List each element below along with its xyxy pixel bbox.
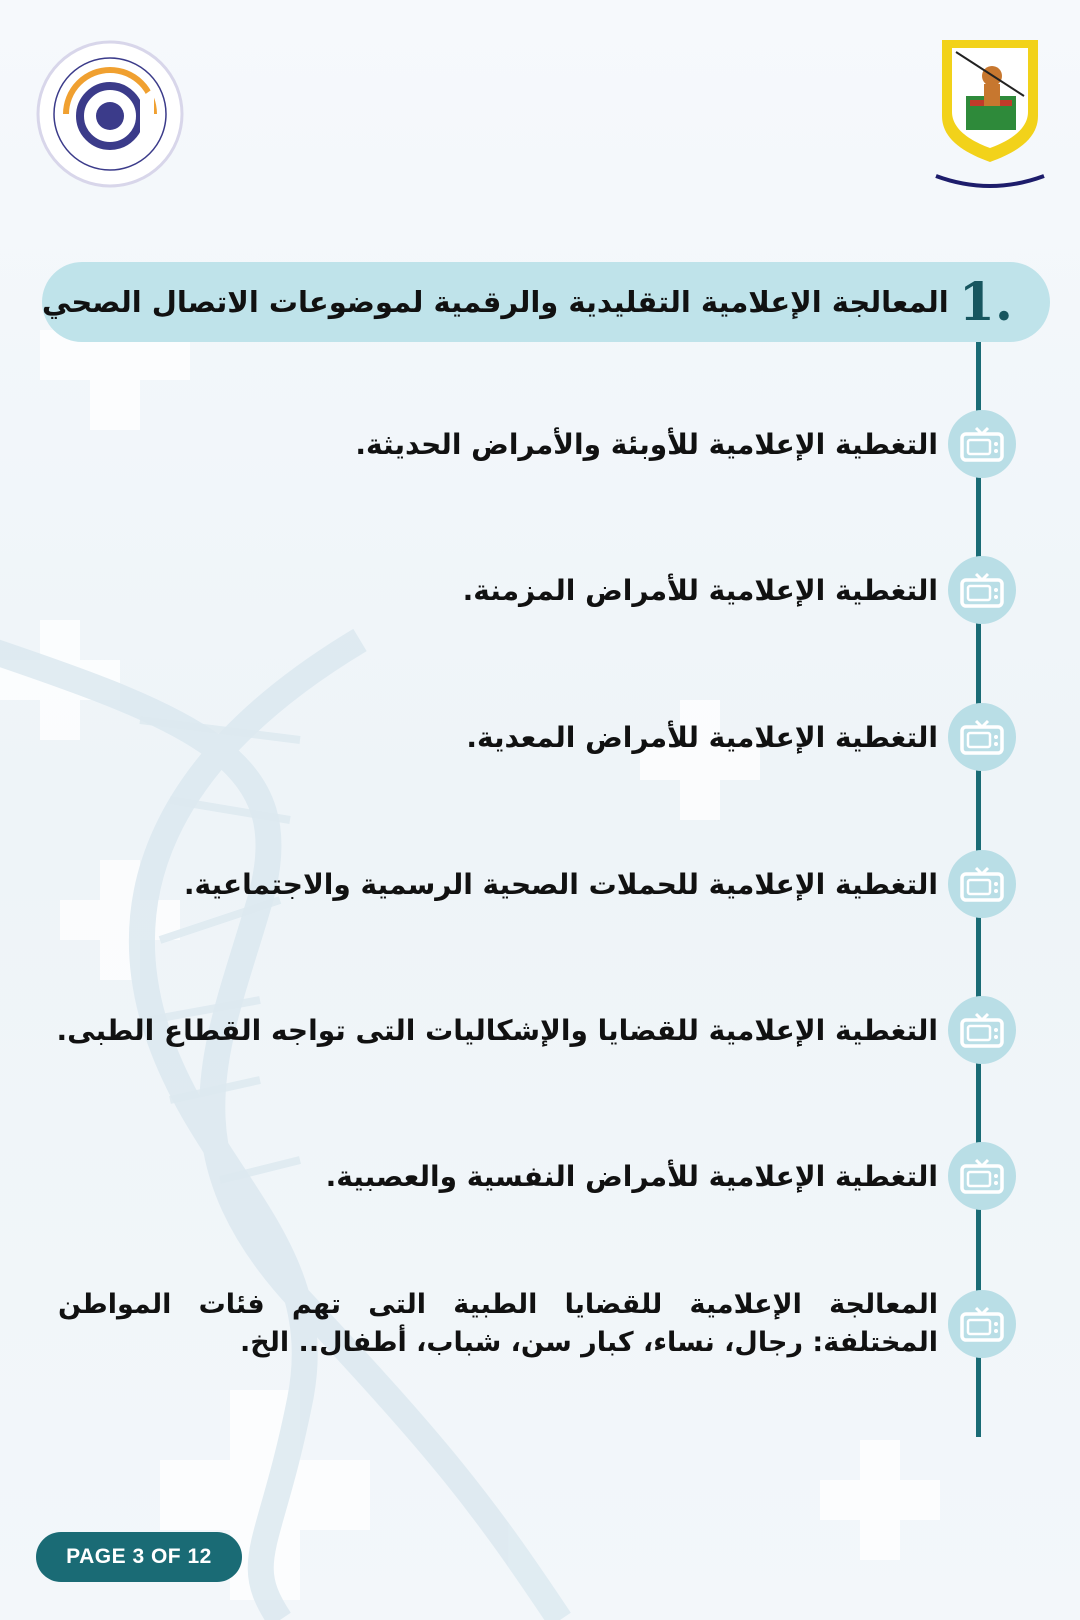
list-item [40,1284,1080,1364]
list-item-text: التغطية الإعلامية للأمراض المعدية. [466,720,938,754]
section-number: 1. [958,271,1013,333]
tv-icon [948,410,1016,478]
tv-icon [948,703,1016,771]
university-logo [930,36,1050,196]
list-item [40,404,1080,484]
list-item [40,697,1080,777]
list-item-text: التغطية الإعلامية للأوبئة والأمراض الحديثة. [355,427,938,461]
list-item-text: التغطية الإعلامية للحملات الصحية الرسمية والاجتماعية. [183,867,938,901]
faculty-logo [36,40,184,188]
list-item-text: التغطية الإعلامية للأمراض النفسية والعصبية. [325,1159,938,1193]
tv-icon [948,1142,1016,1210]
tv-icon [948,556,1016,624]
list-item-text: التغطية الإعلامية للقضايا والإشكاليات التى تواجه القطاع الطبى. [56,1013,938,1047]
list-item [40,550,1080,630]
tv-icon [948,996,1016,1064]
list-item [40,1136,1080,1216]
section-title-bar [42,262,1050,342]
page-indicator: PAGE 3 OF 12 [36,1532,242,1582]
list-item-text: التغطية الإعلامية للأمراض المزمنة. [462,573,938,607]
list-item [40,844,1080,924]
list-item-text: المعالجة الإعلامية للقضايا الطبية التى تهم فئات المواطن المختلفة: رجال، نساء، كبار سن، شباب، أطفال.. الخ. [58,1289,938,1358]
tv-icon [948,850,1016,918]
section-title: المعالجة الإعلامية التقليدية والرقمية لموضوعات الاتصال الصحي [42,285,949,319]
list-item [40,990,1080,1070]
tv-icon [948,1290,1016,1358]
